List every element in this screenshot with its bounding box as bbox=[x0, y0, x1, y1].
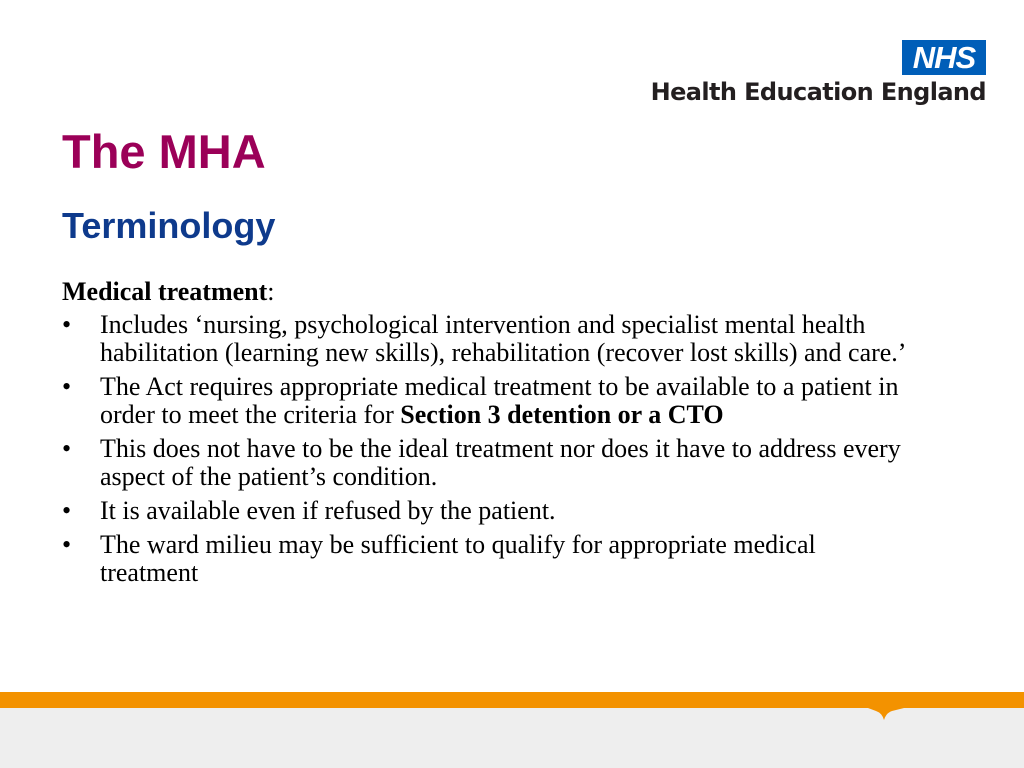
bullet-item-4 bbox=[62, 497, 912, 525]
bullet-list bbox=[62, 311, 912, 587]
bullet-text: This does not have to be the ideal treatment nor does it have to address every aspect of the patient’s condition. bbox=[100, 434, 901, 491]
bullet-item-1 bbox=[62, 311, 912, 367]
bullet-text: Includes ‘nursing, psychological intervention and specialist mental health habilitation (learning new skills), rehabilitation (recover lost skills) and care.’ bbox=[100, 310, 907, 367]
nhs-hee-logo bbox=[636, 40, 986, 112]
bullet-text: The ward milieu may be sufficient to qualify for appropriate medical treatment bbox=[100, 530, 816, 587]
slide-title: The MHA bbox=[62, 125, 266, 178]
bullet-dot-icon: • bbox=[62, 372, 72, 401]
bullet-dot-icon: • bbox=[62, 310, 72, 339]
bullet-text: It is available even if refused by the patient. bbox=[100, 496, 556, 525]
bullet-item-2 bbox=[62, 373, 912, 429]
bullet-dot-icon: • bbox=[62, 434, 72, 463]
nhs-logo-box: NHS bbox=[902, 40, 986, 75]
slide-body bbox=[62, 278, 912, 593]
organization-name: Health Education England bbox=[650, 78, 986, 106]
section-heading-colon: : bbox=[267, 277, 275, 306]
bullet-text: The Act requires appropriate medical treatment to be available to a patient in order to meet the criteria for bbox=[100, 372, 899, 429]
bullet-dot-icon: • bbox=[62, 530, 72, 559]
bullet-item-5 bbox=[62, 531, 912, 587]
section-heading-bold: Medical treatment bbox=[62, 277, 268, 306]
bullet-item-3 bbox=[62, 435, 912, 491]
footer-notch-decoration bbox=[868, 706, 904, 724]
section-heading bbox=[62, 278, 912, 306]
bullet-dot-icon: • bbox=[62, 496, 72, 525]
slide-subtitle: Terminology bbox=[62, 205, 276, 246]
bullet-text-bold: Section 3 detention or a CTO bbox=[400, 400, 724, 429]
